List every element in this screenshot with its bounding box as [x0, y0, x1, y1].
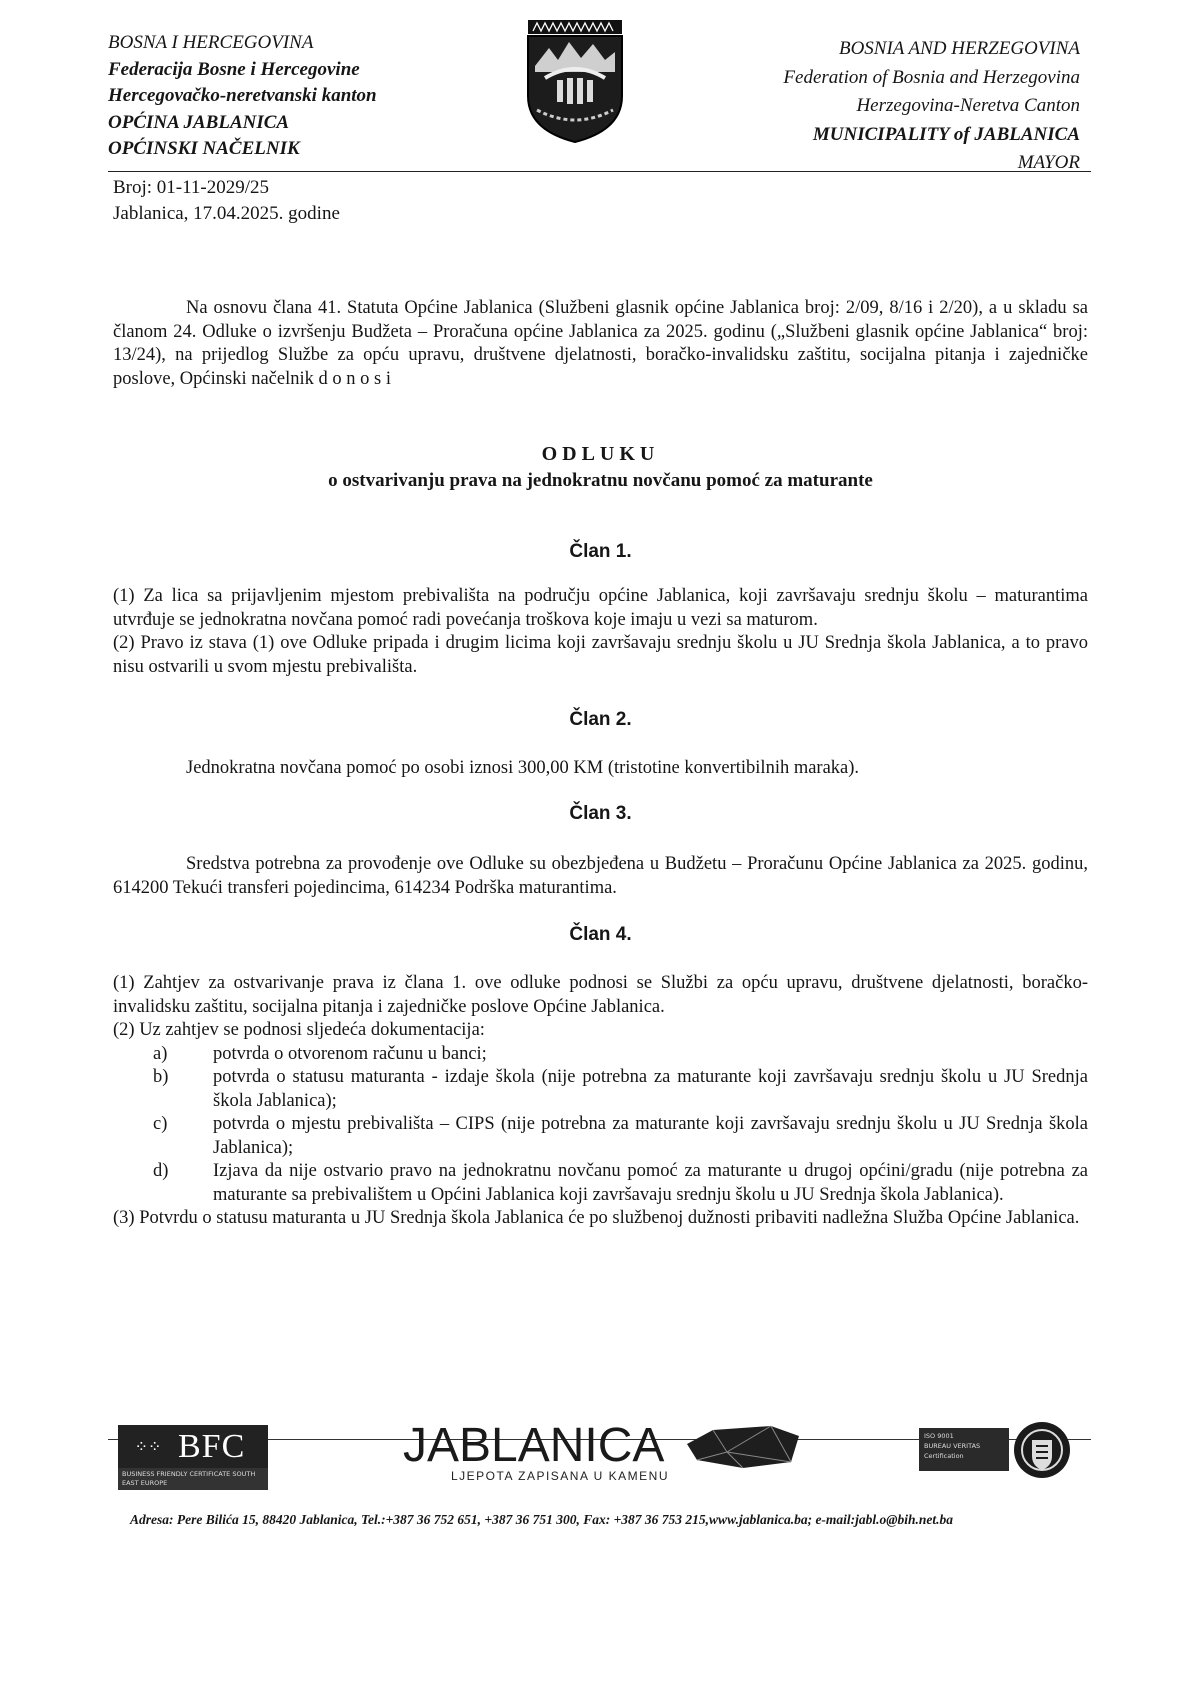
certificate-line: Certification — [924, 1452, 964, 1460]
list-item-text: Izjava da nije ostvario pravo na jednokratnu novčanu pomoć za maturante u drugoj općini/gradu (nije potrebna za maturante sa prebivalištem u Općini Jablanica koji završavaju srednju školu u JU Srednja škola Jablanica). — [213, 1161, 1088, 1205]
header-federation: Federacija Bosne i Hercegovine — [108, 58, 360, 80]
jablanica-brand-logo — [403, 1418, 803, 1493]
list-item — [113, 1160, 1088, 1207]
header-office-en: MAYOR — [1017, 152, 1080, 173]
list-item-label: a) — [153, 1043, 168, 1064]
header-federation-en: Federation of Bosnia and Herzegovina — [783, 66, 1080, 88]
article-4-heading: Član 4. — [569, 924, 632, 945]
header-canton-en: Herzegovina-Neretva Canton — [856, 95, 1080, 116]
header-left-block — [108, 30, 438, 163]
header-municipality-en: MUNICIPALITY of JABLANICA — [812, 123, 1080, 145]
list-item-label: d) — [153, 1161, 169, 1181]
list-item-text: potvrda o otvorenom računu u banci; — [213, 1043, 487, 1064]
bfc-logo-text: BFC — [178, 1427, 246, 1465]
header-canton: Hercegovačko-neretvanski kanton — [108, 85, 377, 106]
article-4-paragraph-1: (1) Zahtjev za ostvarivanje prava iz člana 1. ove odluke podnosi se Službi za opću upravu, društvene djelatnosti, boračko-invalidsku zaštitu, socijalna pitanja i zajedničke poslove Općine Jablanica. — [113, 973, 1088, 1017]
documentation-list — [113, 1043, 1088, 1208]
reference-block — [113, 175, 340, 227]
header-country: BOSNA I HERCEGOVINA — [108, 32, 314, 53]
municipal-crest-icon — [525, 18, 625, 144]
article-2-paragraph: Jednokratna novčana pomoć po osobi iznosi 300,00 KM (tristotine konvertibilnih maraka). — [186, 758, 860, 778]
header-right-block — [660, 35, 1080, 178]
bureau-veritas-seal-icon — [1011, 1416, 1073, 1484]
article-2-heading: Član 2. — [569, 709, 632, 730]
header-country-en: BOSNIA AND HERZEGOVINA — [838, 38, 1080, 59]
article-4-paragraph-3: (3) Potvrdu o statusu maturanta u JU Srednja škola Jablanica će po službenoj dužnosti pribaviti nadležna Služba Općine Jablanica. — [113, 1208, 1080, 1228]
bureau-veritas-certificate — [919, 1416, 1066, 1484]
list-item — [113, 1043, 1088, 1067]
certificate-line: ISO 9001 — [924, 1432, 954, 1440]
footer-address: Adresa: Pere Bilića 15, 88420 Jablanica, Tel.:+387 36 752 651, +387 36 751 300, Fax: +387 36 753 215,www.jablanica.ba; e-mail:jabl.o@bih.net.ba — [130, 1512, 954, 1527]
bfc-mark-icon: ⁘⁘ — [134, 1437, 162, 1456]
reference-date: Jablanica, 17.04.2025. godine — [113, 203, 340, 224]
list-item — [113, 1066, 1088, 1113]
bfc-caption: BUSINESS FRIENDLY CERTIFICATE SOUTH EAST EUROPE — [118, 1468, 268, 1490]
stone-icon — [683, 1422, 803, 1470]
header-divider — [108, 171, 1091, 172]
article-1-body — [113, 585, 1088, 679]
preamble-text: Na osnovu člana 41. Statuta Općine Jablanica (Službeni glasnik općine Jablanica broj: 2/09, 8/16 i 2/20), a u skladu sa članom 24. Odluke o izvršenju Budžeta – Proračuna općine Jablanica za 2025. godinu („Službeni glasnik općine Jablanica“ broj: 13/24), na prijedlog Službe za opću upravu, društvene djelatnosti, boračko-invalidsku zaštitu, socijalna pitanja i zajedničke poslove, Općinski načelnik d o n o s i — [113, 298, 1088, 389]
list-item-text: potvrda o mjestu prebivališta – CIPS (nije potrebna za maturante koji završavaju srednju školu u JU Srednja škola Jablanica); — [213, 1114, 1088, 1158]
list-item-text: potvrda o statusu maturanta - izdaje škola (nije potrebna za maturante koji završavaju srednju školu u JU Srednja škola Jablanica); — [213, 1067, 1088, 1111]
header-office: OPĆINSKI NAČELNIK — [108, 138, 300, 159]
reference-number: Broj: 01-11-2029/25 — [113, 177, 270, 198]
decision-subtitle: o ostvarivanju prava na jednokratnu novčanu pomoć za maturante — [328, 470, 873, 491]
article-1-paragraph-1: (1) Za lica sa prijavljenim mjestom prebivališta na području općine Jablanica, koji završavaju srednju školu – maturantima utvrđuje se jednokratna novčana pomoć radi povećanja troškova koje imaju u vezi sa maturom. — [113, 586, 1088, 630]
header-municipality: OPĆINA JABLANICA — [108, 111, 290, 133]
article-4-paragraph-2: (2) Uz zahtjev se podnosi sljedeća dokumentacija: — [113, 1020, 485, 1040]
decision-title: ODLUKU — [541, 443, 660, 465]
article-4-body — [113, 972, 1088, 1231]
list-item-label: c) — [153, 1114, 168, 1134]
certificate-line: BUREAU VERITAS — [924, 1442, 981, 1450]
article-1-paragraph-2: (2) Pravo iz stava (1) ove Odluke pripada i drugim licima koji završavaju srednju školu u JU Srednja škola Jablanica, a to pravo nisu ostvarili u svom mjestu prebivališta. — [113, 633, 1088, 677]
article-1-heading: Član 1. — [569, 541, 632, 562]
list-item-label: b) — [153, 1067, 169, 1087]
bfc-logo — [118, 1425, 268, 1490]
article-3-paragraph: Sredstva potrebna za provođenje ove Odluke su obezbjeđena u Budžetu – Proračunu Općine Jablanica za 2025. godinu, 614200 Tekući transferi pojedincima, 614234 Podrška maturantima. — [113, 854, 1088, 898]
list-item — [113, 1113, 1088, 1160]
certificate-box — [919, 1428, 1009, 1471]
article-3-heading: Član 3. — [569, 803, 632, 824]
brand-tagline: LJEPOTA ZAPISANA U KAMENU — [451, 1469, 669, 1483]
brand-name: JABLANICA — [403, 1419, 665, 1472]
